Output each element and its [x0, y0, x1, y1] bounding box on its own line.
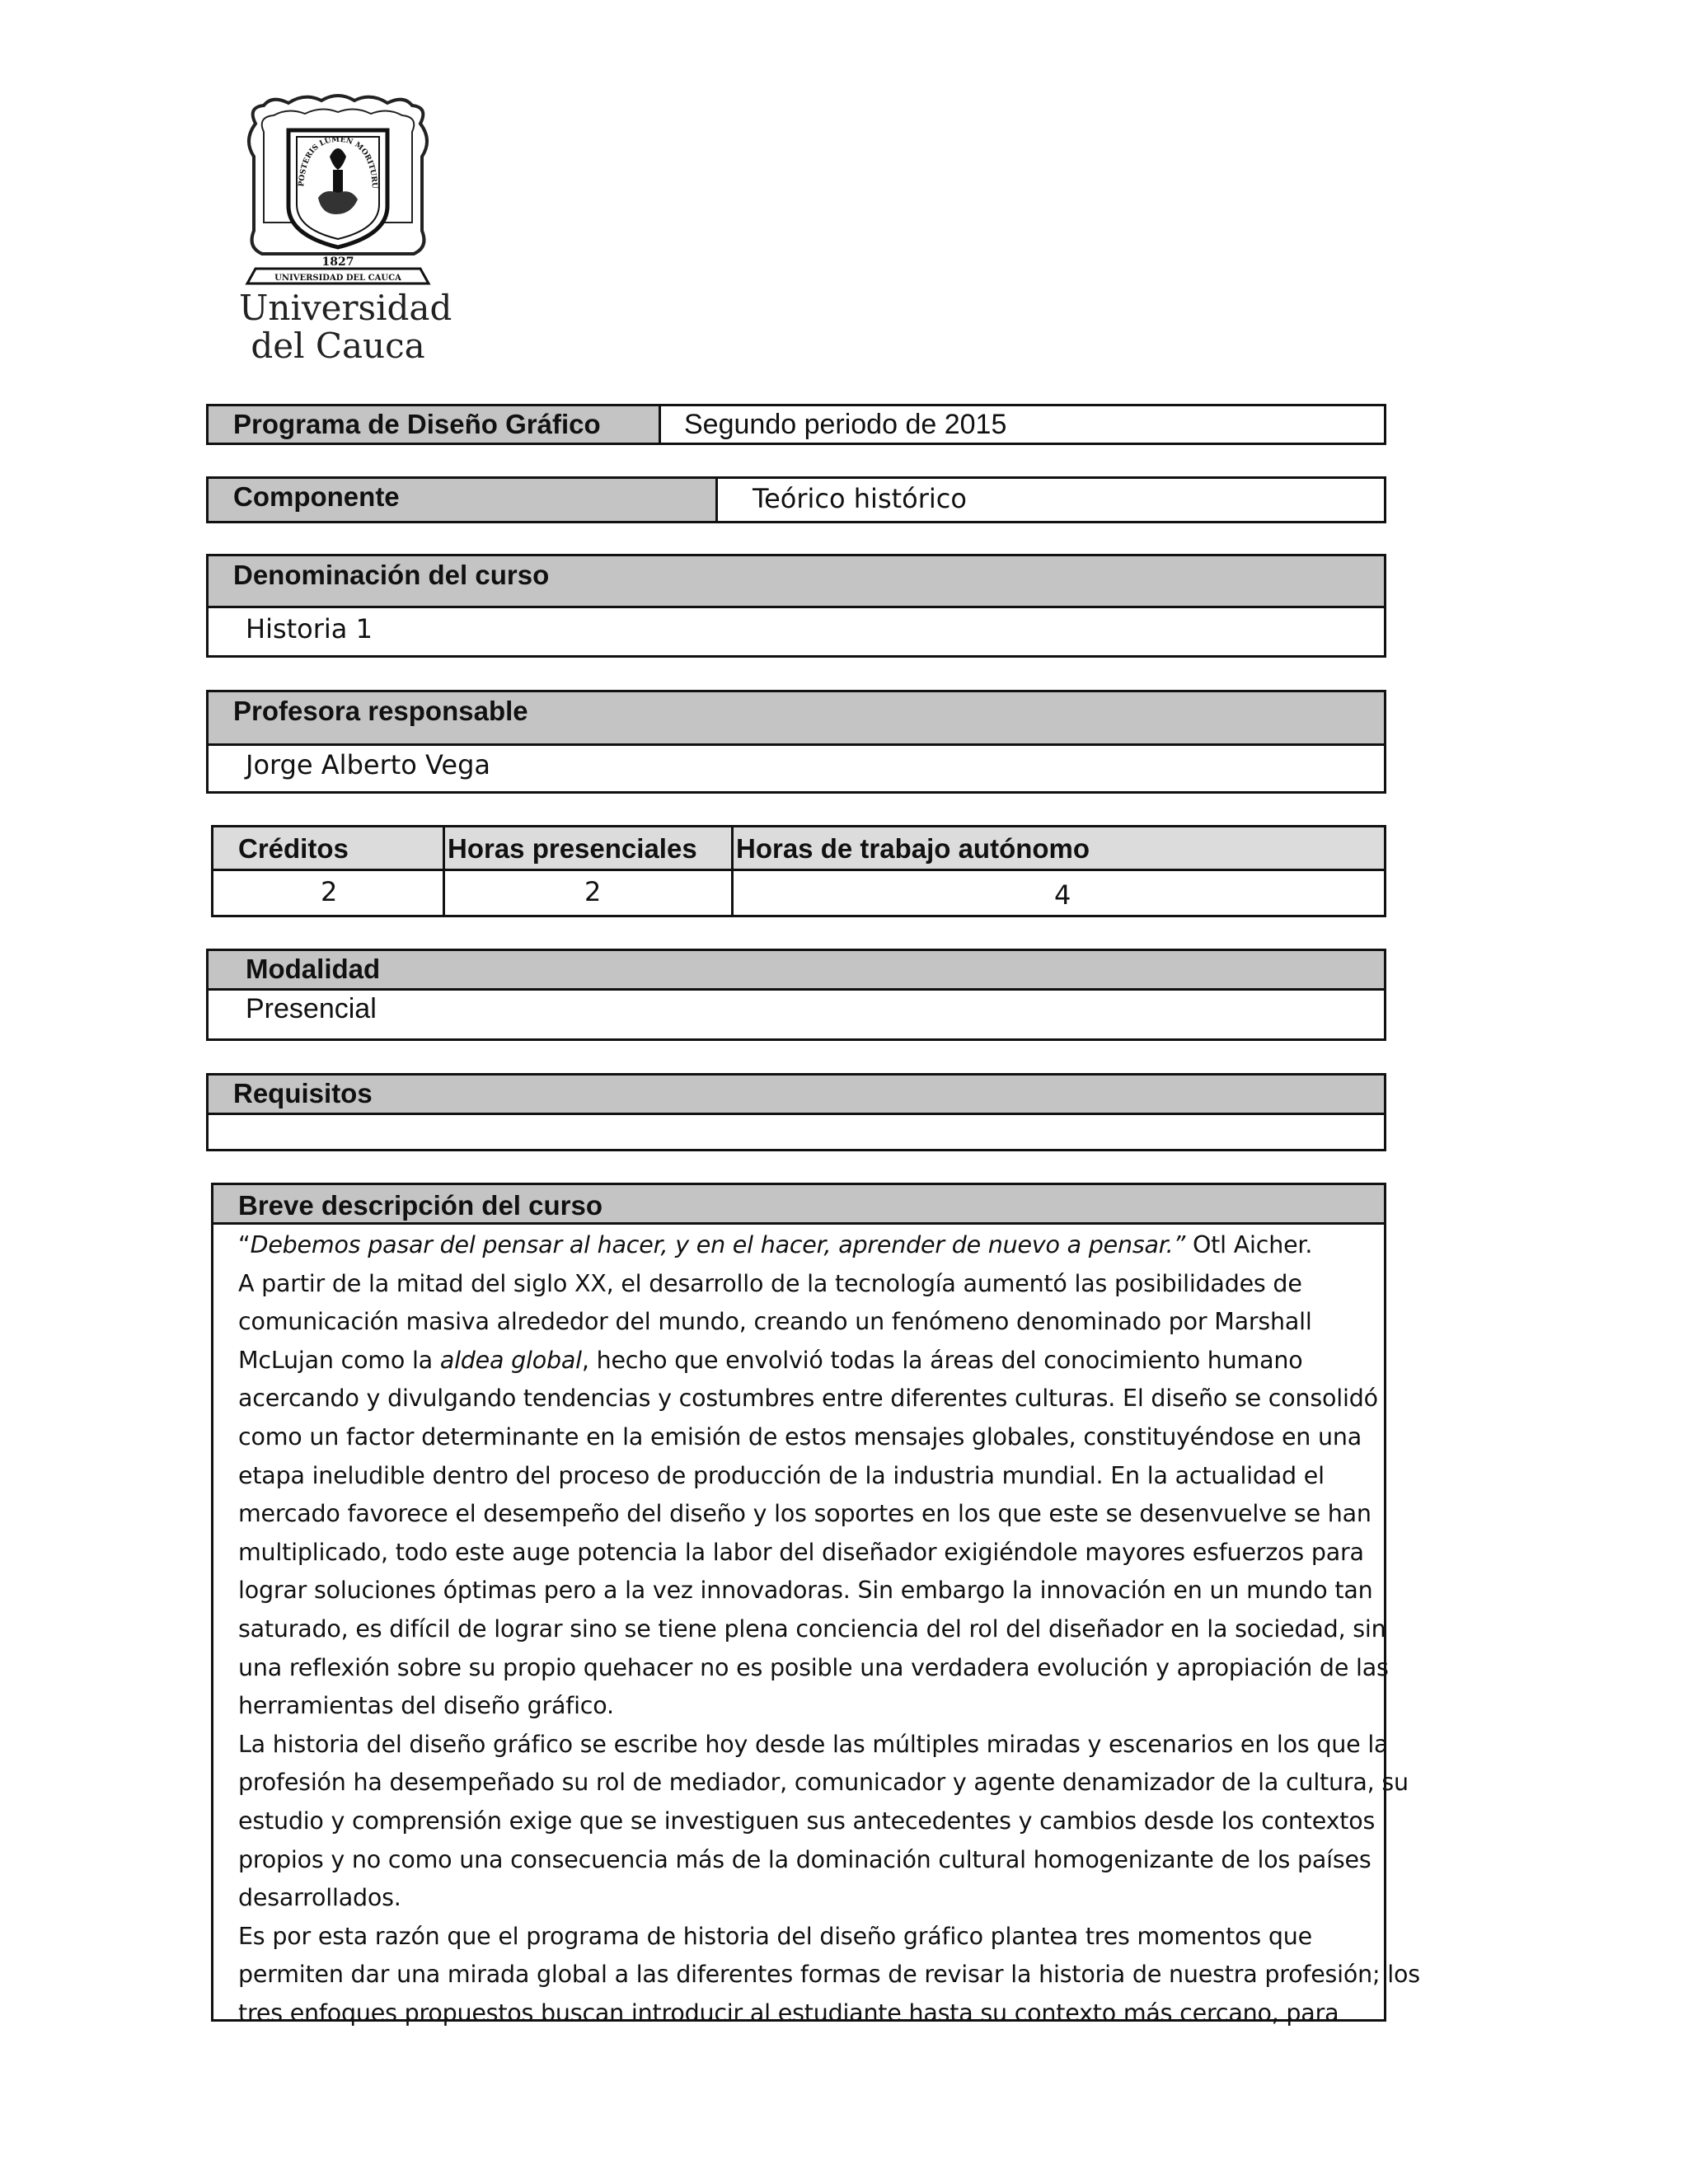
- description-line: acercando y divulgando tendencias y costumbres entre diferentes culturas. El diseño se consolidó: [238, 1385, 1378, 1413]
- hours-header-autonomous: Horas de trabajo autónomo: [736, 833, 1090, 864]
- professor-label: Profesora responsable: [233, 696, 528, 726]
- hours-value-autonomous: 4: [1054, 879, 1071, 911]
- modality-header: [209, 951, 1384, 988]
- description-line: mercado favorece el desempeño del diseño y los soportes en los que este se desenvuelve se han: [238, 1500, 1372, 1528]
- requirements-section: [206, 1073, 1386, 1151]
- course-name-section: [206, 554, 1386, 658]
- description-line: comunicación masiva alrededor del mundo, creando un fenómeno denominado por Marshall: [238, 1308, 1312, 1336]
- description-line: La historia del diseño gráfico se escribe hoy desde las múltiples miradas y escenarios en los que la: [238, 1730, 1389, 1758]
- description-line: profesión ha desempeñado su rol de mediador, comunicador y agente denamizador de la cultura, su: [238, 1769, 1409, 1797]
- course-name-value: Historia 1: [246, 613, 373, 644]
- description-quote-line: “Debemos pasar del pensar al hacer, y en el hacer, aprender de nuevo a pensar.” Otl Aicher.: [238, 1231, 1313, 1258]
- requirements-header: [209, 1076, 1384, 1113]
- description-line: propios y no como una consecuencia más de la dominación cultural homogenizante de los países: [238, 1845, 1372, 1873]
- seal-banner: UNIVERSIDAD DEL CAUCA: [274, 274, 401, 283]
- university-name-line1: Universidad: [239, 288, 452, 328]
- modality-section: [206, 949, 1386, 1041]
- description-line: una reflexión sobre su propio quehacer no es posible una verdadera evolución y apropiación de las: [238, 1653, 1389, 1681]
- program-period: Segundo periodo de 2015: [684, 409, 1007, 440]
- description-body: [238, 1226, 1420, 2032]
- professor-section: [206, 690, 1386, 794]
- description-line: multiplicado, todo este auge potencia la labor del diseñador exigiéndole mayores esfuerzos para: [238, 1538, 1364, 1566]
- component-label: Componente: [233, 481, 400, 512]
- hours-value-credits: 2: [321, 876, 338, 907]
- description-line: desarrollados.: [238, 1884, 401, 1912]
- description-line: permiten dar una mirada global a las diferentes formas de revisar la historia de nuestra profesión; los: [238, 1961, 1420, 1989]
- program-row: [206, 404, 1386, 445]
- course-name-label: Denominación del curso: [233, 560, 550, 590]
- description-section: [211, 1183, 1420, 2027]
- requirements-label: Requisitos: [233, 1078, 373, 1108]
- description-line: estudio y comprensión exige que se investiguen sus antecedentes y cambios desde los contextos: [238, 1807, 1376, 1835]
- university-seal-icon: [239, 91, 437, 288]
- hours-value-presential: 2: [584, 876, 602, 907]
- description-line: etapa ineludible dentro del proceso de producción de la industria mundial. En la actualidad el: [238, 1461, 1325, 1489]
- description-line: A partir de la mitad del siglo XX, el desarrollo de la tecnología aumentó las posibilidades de: [238, 1269, 1302, 1297]
- description-label: Breve descripción del curso: [238, 1190, 603, 1221]
- component-value: Teórico histórico: [753, 483, 967, 514]
- description-line: lograr soluciones óptimas pero a la vez innovadoras. Sin embargo la innovación en un mundo tan: [238, 1577, 1373, 1605]
- description-line: tres enfoques propuestos buscan introducir al estudiante hasta su contexto más cercano, para: [238, 1999, 1339, 2027]
- seal-year: 1827: [321, 255, 354, 269]
- modality-label: Modalidad: [246, 954, 381, 984]
- description-line: como un factor determinante en la emisión de estos mensajes globales, constituyéndose en una: [238, 1422, 1362, 1451]
- hours-header-credits: Créditos: [238, 833, 349, 864]
- description-line: herramientas del diseño gráfico.: [238, 1692, 614, 1720]
- description-line: Es por esta razón que el programa de historia del diseño gráfico plantea tres momentos que: [238, 1922, 1312, 1950]
- university-logo: [239, 91, 452, 371]
- professor-value: Jorge Alberto Vega: [246, 749, 491, 780]
- component-row: [206, 476, 1386, 523]
- description-quote-author: Otl Aicher.: [1185, 1231, 1313, 1258]
- modality-value: Presencial: [246, 993, 377, 1024]
- program-label: Programa de Diseño Gráfico: [233, 409, 601, 439]
- seal-motto: POSTERIS LUMEN MORITURU: [298, 135, 379, 190]
- description-line: saturado, es difícil de lograr sino se tiene plena conciencia del rol del diseñador en la sociedad, sin: [238, 1615, 1386, 1643]
- description-italic-term: aldea global: [439, 1346, 582, 1374]
- description-quote: Debemos pasar del pensar al hacer, y en el hacer, aprender de nuevo a pensar.”: [250, 1231, 1186, 1258]
- hours-header-presential: Horas presenciales: [448, 833, 697, 864]
- description-line: McLujan como la aldea global, hecho que envolvió todas la áreas del conocimiento humano: [238, 1346, 1303, 1374]
- hours-table: [211, 825, 1386, 917]
- university-name-line2: del Cauca: [251, 326, 425, 366]
